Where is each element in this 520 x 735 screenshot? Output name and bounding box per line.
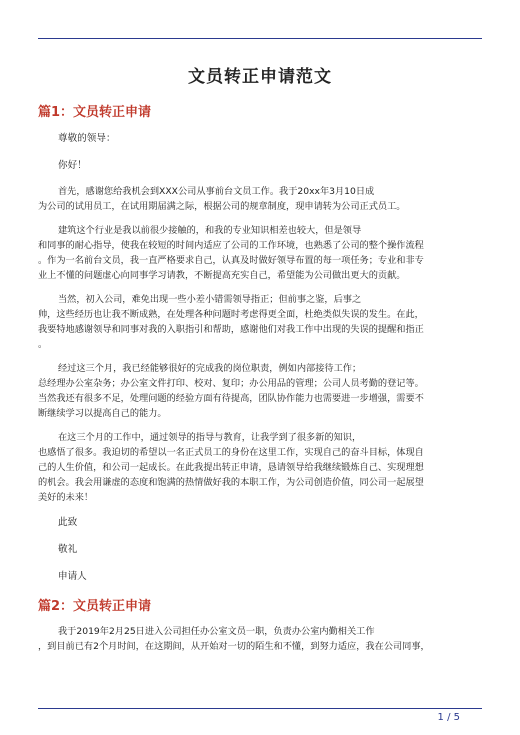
hello: 你好！ <box>58 160 87 171</box>
paragraph <box>38 361 482 421</box>
paragraph-line: 也感悟了很多。我迫切的希望以一名正式员工的身份在这里工作，实现自己的奋斗目标，体现自 <box>38 447 424 458</box>
paragraph-line: 。作为一名前台文员，我一直严格要求自己，认真及时做好领导布置的每一项任务；专业和非专 <box>38 255 424 266</box>
paragraph <box>38 624 482 654</box>
paragraph-line: 断继续学习以提高自己的能力。 <box>38 408 167 419</box>
paragraph <box>38 223 482 283</box>
paragraph-line: 在这三个月的工作中，通过领导的指导与教育，让我学到了很多新的知识， <box>58 432 362 443</box>
section-1-heading: 篇1：文员转正申请 <box>38 105 152 120</box>
paragraph-line: 的机会。我会用谦虚的态度和饱满的热情做好我的本职工作，为公司创造价值，同公司一起展望 <box>38 477 424 488</box>
paragraph-line: 总经理办公室杂务；办公室文件打印、校对、复印；办公用品的管理；公司人员考勤的登记等。 <box>38 378 424 389</box>
section-1-paragraphs <box>38 184 482 505</box>
paragraph <box>38 292 482 352</box>
paragraph-line: 和同事的耐心指导，使我在较短的时间内适应了公司的工作环境，也熟悉了公司的整个操作流程 <box>38 240 424 251</box>
header-rule <box>38 38 482 39</box>
paragraph-line: 。 <box>38 339 48 350</box>
paragraph-line: 我要特地感谢领导和同事对我的入职指引和帮助，感谢他们对我工作中出现的失误的提醒和指正 <box>38 324 424 335</box>
section-2-paragraphs <box>38 624 482 654</box>
document-title: 文员转正申请范文 <box>188 67 332 87</box>
closing-ci-zhi: 此致 <box>58 517 78 528</box>
paragraph-line: ，到目前已有2个月时间，在这期间，从开始对一切的陌生和不懂，到努力适应，我在公司同事， <box>38 641 430 652</box>
signature-label: 申请人 <box>58 571 87 582</box>
paragraph-line: 当然，初入公司，难免出现一些小差小错需领导指正；但前事之鉴，后事之 <box>58 294 362 305</box>
footer-rule <box>38 708 482 709</box>
paragraph-line: 帅，这些经历也让我不断成熟，在处理各种问题时考虑得更全面，杜绝类似失误的发生。在此， <box>38 309 424 320</box>
paragraph-line: 己的人生价值，和公司一起成长。在此我提出转正申请，恳请领导给我继续锻炼自己、实现理想 <box>38 462 424 473</box>
paragraph-line: 首先，感谢您给我机会到XXX公司从事前台文员工作。我于20xx年3月10日成 <box>58 186 375 197</box>
paragraph-line: 业上不懂的问题虚心向同事学习请教，不断提高充实自己，希望能为公司做出更大的贡献。 <box>38 270 406 281</box>
paragraph-line: 为公司的试用员工，在试用期届满之际，根据公司的规章制度，现申请转为公司正式员工。 <box>38 201 406 212</box>
paragraph-line: 当然我还有很多不足，处理问题的经验方面有待提高，团队协作能力也需要进一步增强，需要不 <box>38 393 424 404</box>
section-2-heading: 篇2：文员转正申请 <box>38 599 152 614</box>
paragraph-line: 我于2019年2月25日进入公司担任办公室文员一职，负责办公室内勤相关工作 <box>58 626 375 637</box>
page-number: 1 / 5 <box>437 712 460 723</box>
closing-jing-li: 敬礼 <box>58 544 78 555</box>
paragraph-line: 经过这三个月，我已经能够很好的完成我的岗位职责，例如内部接待工作； <box>58 363 362 374</box>
greeting: 尊敬的领导： <box>58 133 116 144</box>
paragraph <box>38 430 482 505</box>
document-body <box>38 62 482 663</box>
paragraph-line: 美好的未来！ <box>38 492 94 503</box>
paragraph <box>38 184 482 214</box>
paragraph-line: 建筑这个行业是我以前很少接触的，和我的专业知识相差也较大，但是领导 <box>58 225 362 236</box>
